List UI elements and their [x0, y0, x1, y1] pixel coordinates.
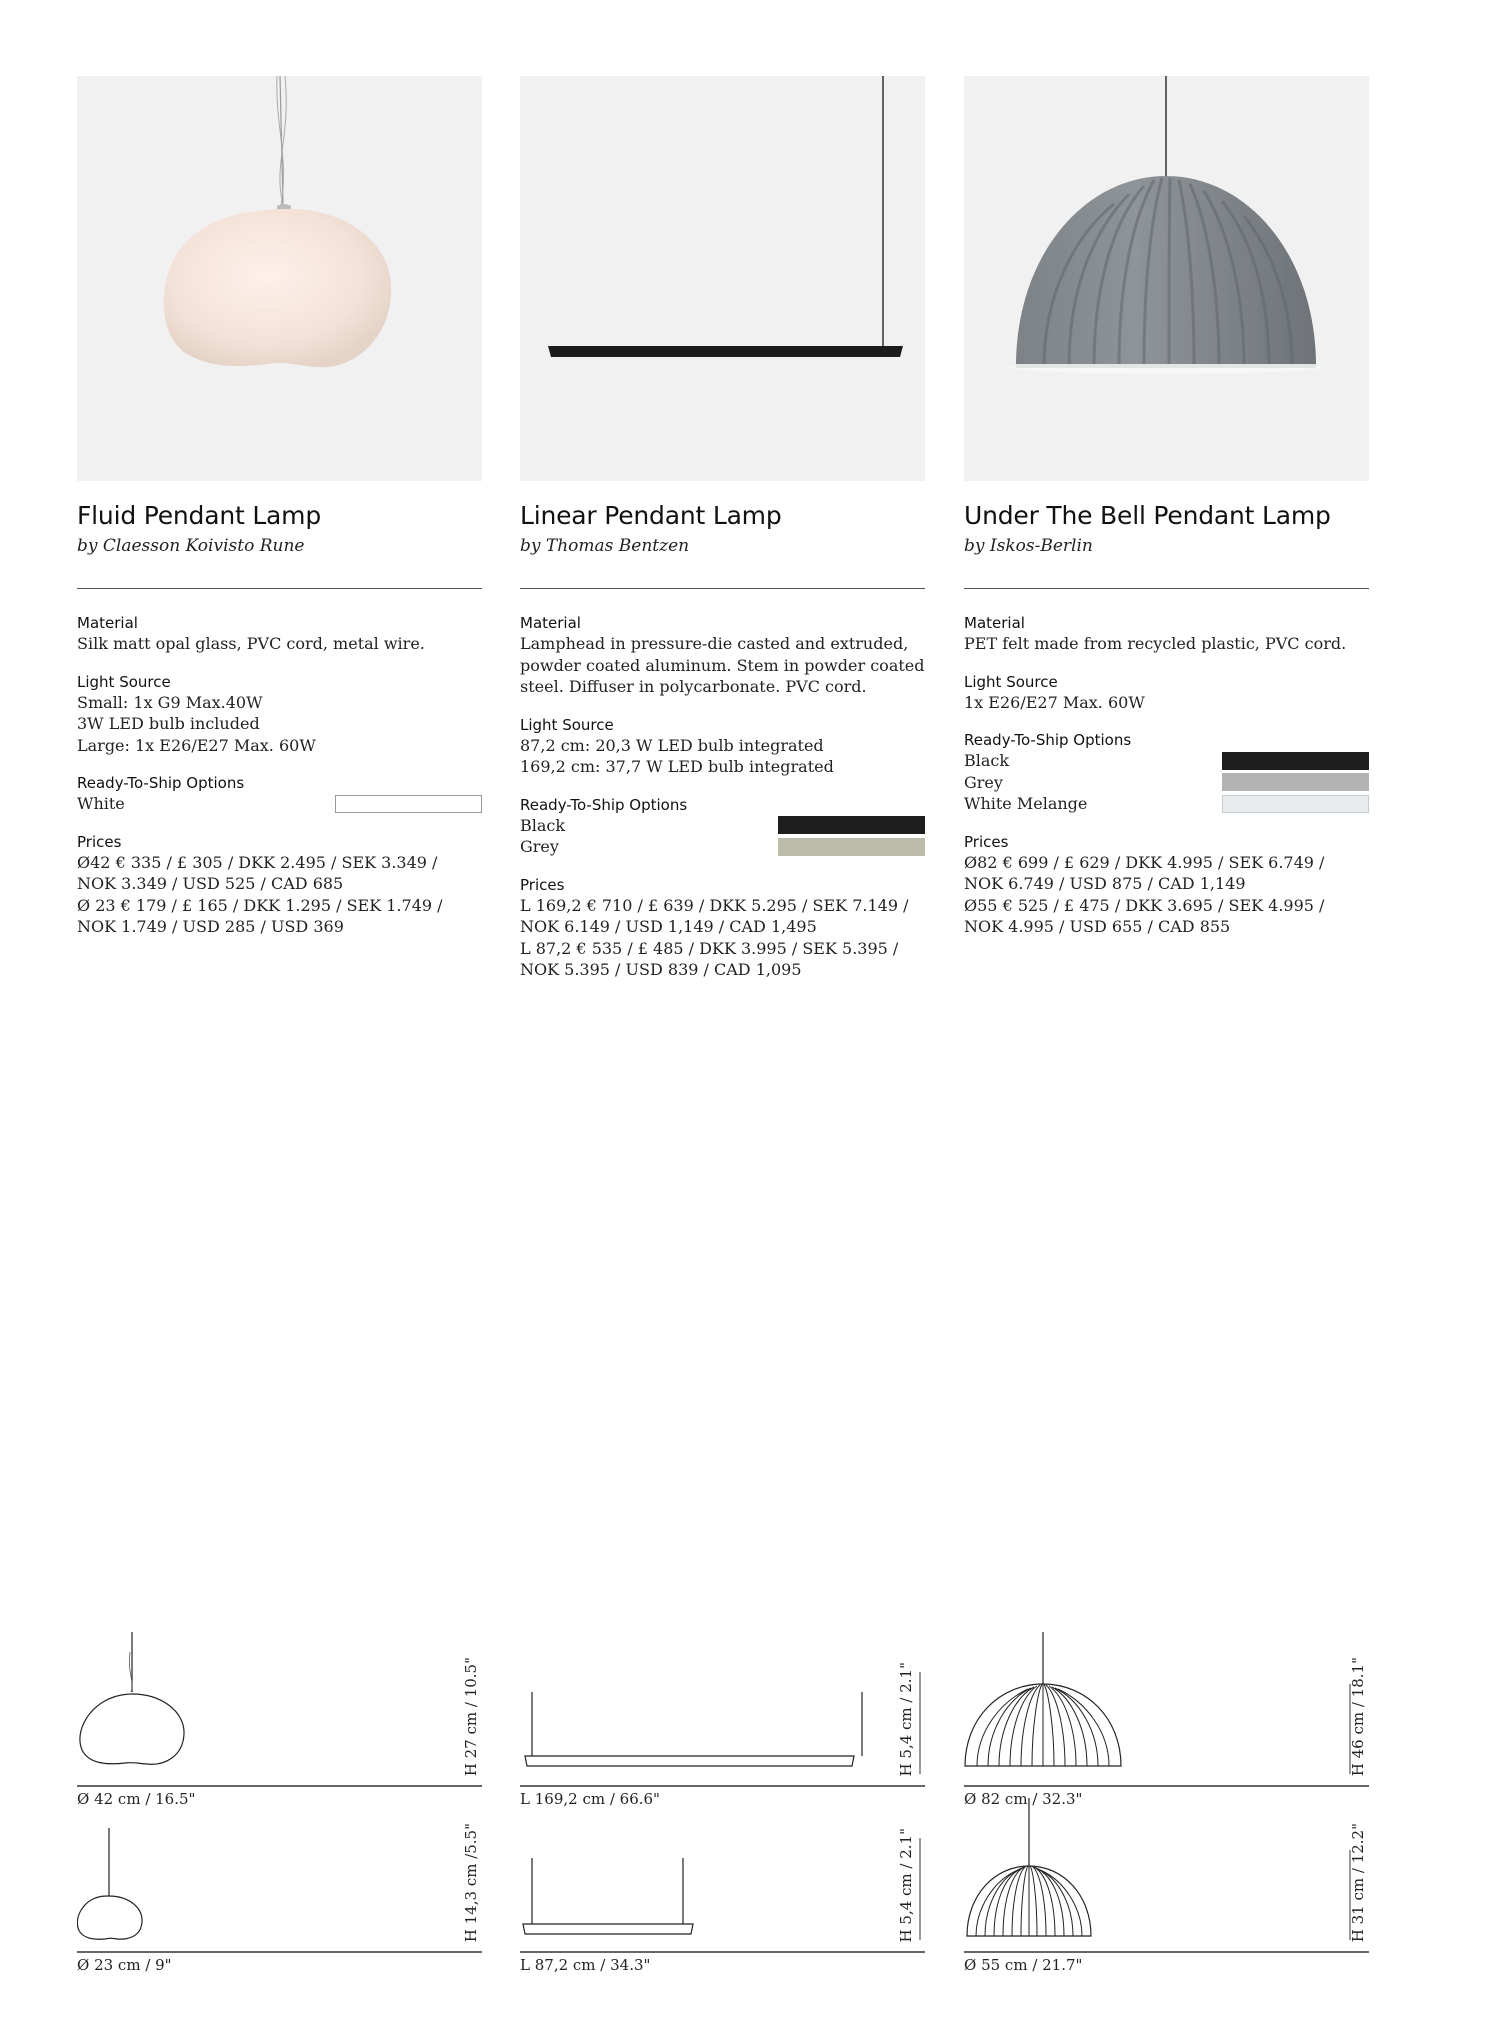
light-source-label: Light Source: [520, 715, 614, 734]
prices-section: [77, 832, 482, 938]
diameter-dimension: Ø 82 cm / 32.3": [964, 1790, 1083, 1808]
length-dimension: L 169,2 cm / 66.6": [520, 1790, 660, 1808]
divider: [77, 588, 482, 589]
height-dimension: H 31 cm / 12.2": [1349, 1822, 1367, 1942]
option-name: Black: [964, 751, 1010, 770]
divider: [964, 588, 1369, 589]
option-name: Grey: [964, 772, 1003, 792]
product-designer: by Claesson Koivisto Rune: [77, 536, 305, 556]
product-designer: by Iskos-Berlin: [964, 536, 1093, 556]
prices-label: Prices: [520, 875, 565, 894]
material-line: steel. Diffuser in polycarbonate. PVC cord.: [520, 677, 867, 696]
length-dimension: L 87,2 cm / 34.3": [520, 1956, 651, 1974]
height-dimension: H 46 cm / 18.1": [1349, 1656, 1367, 1776]
bell-lamp-photo: [964, 76, 1369, 481]
height-dimension: H 5,4 cm / 2.1": [897, 1661, 915, 1776]
color-swatch-grey: [1222, 773, 1369, 791]
price-line: NOK 6.149 / USD 1,149 / CAD 1,495: [520, 917, 817, 936]
product-card-fluid: [77, 76, 482, 938]
color-swatch-black: [778, 816, 925, 834]
material-label: Material: [520, 614, 581, 632]
options-label: Ready-To-Ship Options: [77, 774, 245, 792]
material-section: [964, 613, 1369, 655]
product-title: Under The Bell Pendant Lamp: [964, 501, 1331, 530]
diameter-dimension: Ø 42 cm / 16.5": [77, 1790, 196, 1808]
options-label: Ready-To-Ship Options: [520, 795, 688, 814]
options-section: [964, 730, 1369, 815]
product-title: Fluid Pendant Lamp: [77, 501, 321, 530]
product-title: Linear Pendant Lamp: [520, 501, 782, 530]
color-swatch-grey: [778, 838, 925, 856]
height-dimension: H 14,3 cm /5.5": [462, 1822, 480, 1942]
price-line: NOK 5.395 / USD 839 / CAD 1,095: [520, 960, 802, 979]
options-section: [520, 795, 925, 858]
option-row: [964, 750, 1369, 772]
material-line: PET felt made from recycled plastic, PVC cord.: [964, 634, 1347, 653]
light-source-line: 1x E26/E27 Max. 60W: [964, 692, 1145, 712]
price-line: Ø82 € 699 / £ 629 / DKK 4.995 / SEK 6.749 /: [964, 852, 1325, 872]
material-line: Silk matt opal glass, PVC cord, metal wire.: [77, 634, 425, 653]
light-source-label: Light Source: [77, 672, 171, 691]
color-swatch-black: [1222, 752, 1369, 770]
light-source-section: [964, 672, 1369, 714]
divider: [520, 588, 925, 589]
prices-label: Prices: [964, 832, 1009, 851]
option-name: Grey: [520, 837, 559, 856]
linear-lamp-photo: [520, 76, 925, 481]
material-label: Material: [964, 614, 1025, 632]
options-section: [77, 773, 482, 815]
light-source-line: 169,2 cm: 37,7 W LED bulb integrated: [520, 757, 834, 776]
material-label: Material: [77, 614, 138, 632]
light-source-line: 87,2 cm: 20,3 W LED bulb integrated: [520, 735, 824, 755]
light-source-section: [520, 715, 925, 778]
product-card-under-the-bell: [964, 76, 1369, 938]
material-section: [520, 613, 925, 698]
option-row: [520, 836, 925, 858]
bell-small-dimension-drawing: [964, 1798, 1369, 1974]
price-line: NOK 1.749 / USD 285 / USD 369: [77, 917, 344, 936]
material-section: [77, 613, 482, 655]
linear-short-dimension-drawing: [520, 1798, 925, 1974]
light-source-line: Small: 1x G9 Max.40W: [77, 692, 263, 712]
light-source-line: Large: 1x E26/E27 Max. 60W: [77, 735, 316, 755]
linear-long-dimension-drawing: [520, 1632, 925, 1808]
prices-label: Prices: [77, 832, 122, 851]
height-dimension: H 27 cm / 10.5": [462, 1656, 480, 1776]
option-name: White: [77, 794, 125, 813]
option-row: [77, 793, 482, 815]
material-line: powder coated aluminum. Stem in powder coated: [520, 655, 925, 675]
price-line: L 87,2 € 535 / £ 485 / DKK 3.995 / SEK 5.395 /: [520, 938, 899, 958]
light-source-section: [77, 672, 482, 757]
price-line: NOK 3.349 / USD 525 / CAD 685: [77, 874, 344, 893]
light-source-label: Light Source: [964, 672, 1058, 691]
option-row: [520, 815, 925, 837]
bell-large-dimension-drawing: [964, 1632, 1369, 1808]
height-dimension: H 5,4 cm / 2.1": [897, 1827, 915, 1942]
material-line: Lamphead in pressure-die casted and extruded,: [520, 634, 909, 653]
price-line: L 169,2 € 710 / £ 639 / DKK 5.295 / SEK 7.149 /: [520, 895, 909, 915]
diameter-dimension: Ø 23 cm / 9": [77, 1956, 172, 1974]
diameter-dimension: Ø 55 cm / 21.7": [964, 1956, 1083, 1974]
prices-section: [520, 875, 925, 981]
color-swatch-white: [335, 795, 482, 813]
color-swatch-white-melange: [1222, 795, 1369, 813]
price-line: NOK 4.995 / USD 655 / CAD 855: [964, 917, 1231, 936]
option-row: [964, 793, 1369, 815]
option-name: White Melange: [964, 794, 1088, 813]
options-label: Ready-To-Ship Options: [964, 731, 1132, 749]
price-line: NOK 6.749 / USD 875 / CAD 1,149: [964, 874, 1246, 893]
price-line: Ø42 € 335 / £ 305 / DKK 2.495 / SEK 3.349 /: [77, 852, 438, 872]
product-designer: by Thomas Bentzen: [520, 536, 690, 556]
fluid-small-dimension-drawing: [77, 1798, 482, 1974]
option-row: [964, 772, 1369, 794]
fluid-large-dimension-drawing: [77, 1632, 482, 1808]
prices-section: [964, 832, 1369, 938]
product-card-linear: [520, 76, 925, 981]
price-line: Ø 23 € 179 / £ 165 / DKK 1.295 / SEK 1.749 /: [77, 895, 443, 915]
fluid-lamp-photo: [77, 76, 482, 481]
option-name: Black: [520, 815, 566, 835]
price-line: Ø55 € 525 / £ 475 / DKK 3.695 / SEK 4.995 /: [964, 895, 1325, 915]
light-source-line: 3W LED bulb included: [77, 714, 260, 733]
